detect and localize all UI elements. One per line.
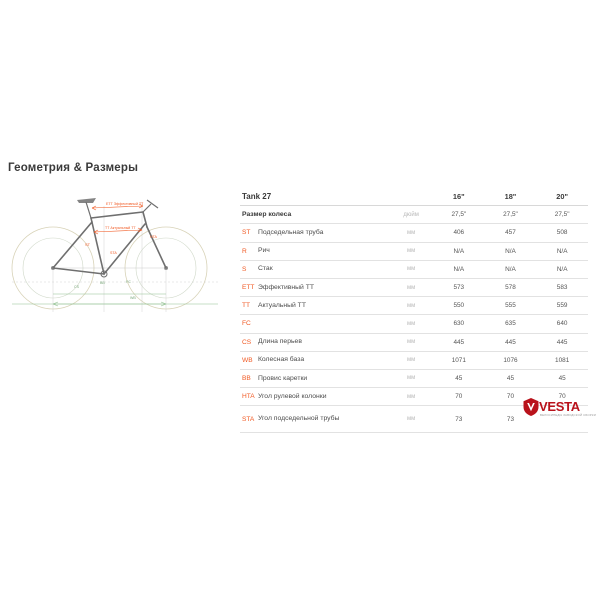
label-sta: STA <box>110 251 117 255</box>
row-code: FC <box>240 315 258 333</box>
table-row <box>240 297 588 315</box>
logo-tagline: ВЕЛОСИПЕДЫ ЗАВОДСКОЙ СБОРКИ <box>540 413 596 417</box>
row-unit: мм <box>389 369 433 387</box>
row-value-0: N/A <box>433 242 485 260</box>
vesta-logo <box>523 398 596 424</box>
table-row <box>240 242 588 260</box>
row-value-0: 630 <box>433 315 485 333</box>
row-param: Длина перьев <box>258 333 389 351</box>
wheelsize-value-1: 27,5" <box>485 206 537 224</box>
wheelsize-label: Размер колеса <box>242 211 292 219</box>
row-param <box>258 315 389 333</box>
table-row <box>240 351 588 369</box>
table-row <box>240 315 588 333</box>
row-value-2: 70 <box>536 388 588 406</box>
row-value-2: 45 <box>536 369 588 387</box>
row-unit: мм <box>389 333 433 351</box>
table-row <box>240 369 588 387</box>
size-header-2: 20" <box>556 192 568 202</box>
row-unit: мм <box>389 388 433 406</box>
row-param: Провис каретки <box>258 369 389 387</box>
row-value-2: N/A <box>536 260 588 278</box>
row-unit: мм <box>389 224 433 242</box>
row-param: Угол подседельной трубы <box>258 406 389 433</box>
row-value-0: 573 <box>433 278 485 296</box>
label-tt: TT Актуальный ТТ <box>105 226 136 230</box>
row-param: Эффективный ТТ <box>258 278 389 296</box>
row-code: STA <box>240 406 258 433</box>
label-ett: ETT Эффективный ТТ <box>106 202 144 206</box>
row-value-1: 555 <box>485 297 537 315</box>
row-param: Подседельная труба <box>258 224 389 242</box>
row-value-0: 550 <box>433 297 485 315</box>
label-hta: HTA <box>150 235 157 239</box>
row-unit: мм <box>389 278 433 296</box>
row-value-2: 559 <box>536 297 588 315</box>
row-unit: мм <box>389 297 433 315</box>
row-value-1: 457 <box>485 224 537 242</box>
table-row <box>240 278 588 296</box>
wheelsize-value-2: 27,5" <box>536 206 588 224</box>
table-header-row <box>240 188 588 206</box>
row-value-2: N/A <box>536 242 588 260</box>
geometry-spec-table <box>240 188 588 433</box>
row-value-1: 578 <box>485 278 537 296</box>
row-param: Угол рулевой колонки <box>258 388 389 406</box>
table-row <box>240 260 588 278</box>
row-value-1: 70 <box>485 388 537 406</box>
label-st: ST <box>85 242 91 247</box>
row-value-2: 640 <box>536 315 588 333</box>
page-title: Геометрия & Размеры <box>8 162 139 174</box>
size-header-1: 18" <box>504 192 517 202</box>
row-param: Стак <box>258 260 389 278</box>
row-value-1: N/A <box>485 260 537 278</box>
row-value-2: 1081 <box>536 351 588 369</box>
label-wb: WB <box>130 296 136 300</box>
unit-header <box>389 188 433 206</box>
row-code: CS <box>240 333 258 351</box>
row-unit: мм <box>389 351 433 369</box>
row-value-0: 445 <box>433 333 485 351</box>
row-value-1: 445 <box>485 333 537 351</box>
row-code: BB <box>240 369 258 387</box>
row-value-0: 45 <box>433 369 485 387</box>
size-header-0: 16" <box>452 192 465 202</box>
row-value-2: 583 <box>536 278 588 296</box>
row-unit: мм <box>389 260 433 278</box>
row-value-1: 635 <box>485 315 537 333</box>
bike-frame-geometry-diagram <box>6 186 228 321</box>
wheelsize-unit: дюйм <box>389 206 433 224</box>
label-fc: FC <box>126 280 131 284</box>
row-code: ST <box>240 224 258 242</box>
row-param: Колесная база <box>258 351 389 369</box>
row-value-2: 508 <box>536 224 588 242</box>
row-param: Актуальный ТТ <box>258 297 389 315</box>
row-code: S <box>240 260 258 278</box>
row-code: R <box>240 242 258 260</box>
row-code: WB <box>240 351 258 369</box>
row-code: HTA <box>240 388 258 406</box>
model-name: Tank 27 <box>242 192 272 202</box>
row-param: Рич <box>258 242 389 260</box>
logo-wordmark: VESTA <box>539 399 580 414</box>
vesta-shield-icon <box>523 398 539 416</box>
row-value-1: 73 <box>485 406 537 433</box>
row-code: ETT <box>240 278 258 296</box>
row-value-0: 406 <box>433 224 485 242</box>
row-unit: мм <box>389 242 433 260</box>
row-value-1: N/A <box>485 242 537 260</box>
table-row-wheelsize <box>240 206 588 224</box>
row-unit: мм <box>389 406 433 433</box>
wheelsize-value-0: 27,5" <box>433 206 485 224</box>
row-unit: мм <box>389 315 433 333</box>
saddle-icon <box>77 198 96 203</box>
row-value-0: 73 <box>433 406 485 433</box>
row-value-1: 1076 <box>485 351 537 369</box>
row-value-2: 445 <box>536 333 588 351</box>
row-value-0: 1071 <box>433 351 485 369</box>
label-cs: CS <box>74 285 79 289</box>
table-row <box>240 333 588 351</box>
row-value-0: 70 <box>433 388 485 406</box>
label-bb: BB <box>100 281 105 285</box>
table-row <box>240 224 588 242</box>
row-value-1: 45 <box>485 369 537 387</box>
row-code: TT <box>240 297 258 315</box>
row-value-0: N/A <box>433 260 485 278</box>
